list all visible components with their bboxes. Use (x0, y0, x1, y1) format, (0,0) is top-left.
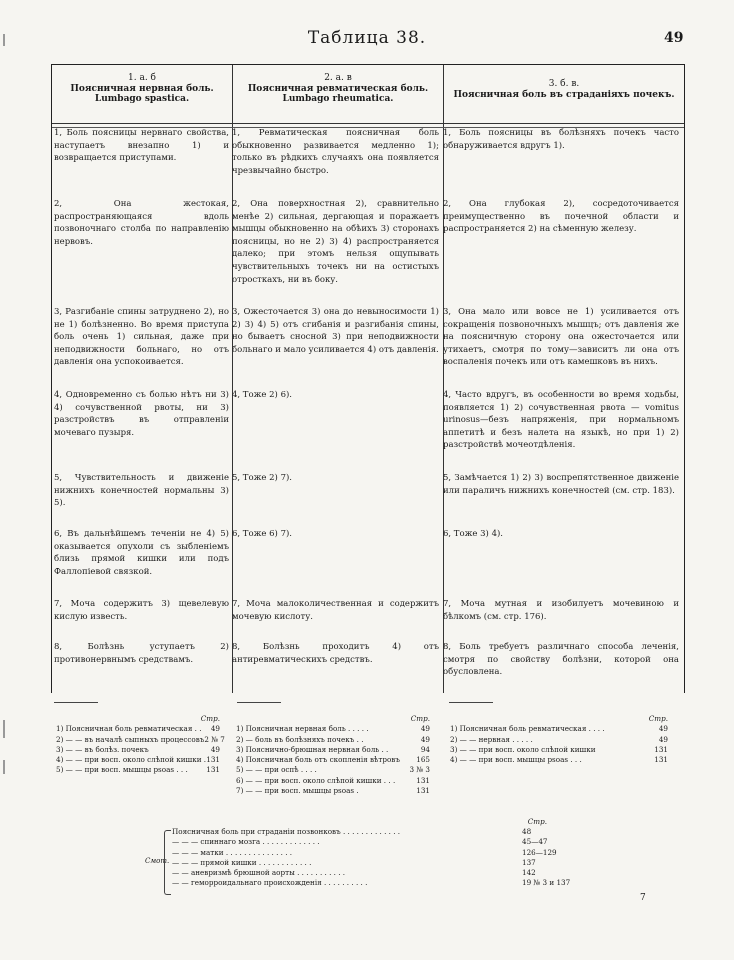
footnotes-col-1: Стр. 1) Поясничная боль ревматическая . . 49 2) — — въ началѣ сыпныхъ процессовъ 2 № 7 3) — — въ болѣз. почекъ 49 4) — — при восп. около слѣпой кишки . 131 5) — — при восп. мышцы psoas . . . 131 (56, 714, 225, 775)
table-cell: 6, Тоже 6) 7). (232, 529, 293, 539)
table-cell: 3, Разгибаніе спины затруднено 2), но не 1) болѣзненно. Во время приступа боль очень 1) сильная, даже при неподвижности больнаго, но отъ давленія она успокоивается. (54, 307, 229, 368)
table-cell: 3, Она мало или вовсе не 1) усиливается отъ сокращенія позвоночныхъ мышцъ; отъ давленія же на поясничную сторону она ожесточается или утихаетъ, смотря по тому—зависитъ ли она отъ воспаленія почекъ или отъ камешковъ въ нихъ. (443, 307, 679, 368)
table-cell: 7, Моча малоколичественная и содержитъ мочевую кислоту. (232, 599, 439, 622)
table-cell: 4, Тоже 2) 6). (232, 390, 293, 400)
column-header-2: 2. а. в Поясничная ревматическая боль. Lumbago rheumatica. (247, 73, 429, 104)
column-header-1: 1. а. б Поясничная нервная боль. Lumbago spastica. (70, 73, 214, 104)
table-cell: 5, Тоже 2) 7). (232, 473, 293, 483)
footnotes-col-2: Стр. 1) Поясничная нервная боль . . . . . 49 2) — боль въ болѣзняхъ почекъ . . 49 3) Пояснично-брюшная нервная боль . . 94 4) Поясничная боль отъ скопленія вѣтровъ 165 5) — — при оспѣ . . . . 3 № 3 6) — — при восп. около слѣпой кишки . . . 131 7) — — при восп. мышцы psoas . 131 (236, 714, 430, 796)
table-cell: 1, Боль поясницы въ болѣзняхъ почекъ часто обнаруживается вдругъ 1). (443, 128, 679, 151)
table-cell: 7, Моча содержитъ 3) щевелевую кислую известь. (54, 599, 229, 622)
table-cell: 8, Болѣзнь уступаетъ 2) противонервнымъ средствамъ. (54, 642, 229, 665)
table-cell: 7, Моча мутная и изобилуетъ мочевиною и бѣлкомъ (см. стр. 176). (443, 599, 679, 622)
column-header-3: 3. б. в. Поясничная боль въ страданіяхъ почекъ. (453, 79, 675, 100)
table-cell: 8, Боль требуетъ различнаго способа леченія, смотря по свойству болѣзни, которой она обусловлена. (443, 642, 679, 678)
brace (164, 830, 171, 895)
page-title: Таблица 38. (307, 28, 427, 48)
signature-mark: 7 (640, 893, 646, 903)
table-cell: 2, Она глубокая 2), сосредоточивается преимущественно въ почечной области и распространяется 2) на сѣменную железу. (443, 199, 679, 235)
footnotes-col-3: Стр. 1) Поясничная боль ревматическая . . . . 49 2) — — нервная . . . . . 49 3) — — при восп. около слѣпой кишки 131 4) — — при восп. мышцы psoas . . . 131 (450, 714, 668, 765)
table-cell: 8, Болѣзнь проходитъ 4) отъ антиревматическихъ средствъ. (232, 642, 439, 665)
table-cell: 6, Тоже 3) 4). (443, 529, 504, 539)
table-cell: 5, Замѣчается 1) 2) 3) воспрепятственное движеніе или параличъ нижнихъ конечностей (см. стр. 183). (443, 473, 679, 496)
table-cell: 5, Чувствительность и движеніе нижнихъ конечностей нормальны 3) 5). (54, 473, 229, 509)
table-cell: 4, Часто вдругъ, въ особенности во время ходьбы, появляется 1) 2) сочувственная рвота — vomitus urinosus—безъ напряженія, при нормальномъ аппетитѣ и безъ налета на языкѣ, но при 1) 2) разстройствѣ мочеотдѣленія. (443, 390, 679, 451)
references-list: Стр. Поясничная боль при страданіи позвонковъ . . . . . . . . . . . . . 48 — — — спиннаго мозга . . . . . . . . . . . . . 45—47 — — — матки . . . . . . . . . . . . . . . 126—129 — — — прямой кишки . . . . . . . . . . . . 137 — — аневризмѣ брюшной аорты . . . . . . . . . . . 142 — — геморроидальнаго происхожденія . . . . . . . . . . 19 № 3 и 137 (172, 817, 571, 888)
table-cell: 4, Одновременно съ болью нѣтъ ни 3) 4) сочувственной рвоты, ни 3) разстройствъ въ отправленіи мочеваго пузыря. (54, 390, 229, 438)
table-cell: 1, Ревматическая поясничная боль обыкновенно развивается медленно 1); только въ рѣдкихъ случаяхъ она появляется чрезвычайно быстро. (232, 128, 439, 176)
page-number: 49 (664, 30, 684, 46)
table-cell: 3, Ожесточается 3) она до невыносимости 1) 2) 3) 4) 5) отъ сгибанія и разгибанія спины, но бываетъ сносной 3) при неподвижности больнаго и мало усиливается 4) отъ давленія. (232, 307, 439, 355)
table-cell: 1, Боль поясницы нервнаго свойства, наступаетъ внезапно 1) и возвращается приступами. (54, 128, 229, 164)
see-label: Смот. (145, 857, 170, 865)
table-cell: 2, Она поверхностная 2), сравнительно менѣе 2) сильная, дергающая и поражаетъ мышцы обыкновенно на обѣихъ 3) сторонахъ поясницы, но не 2) 3) 4) распространяется далеко; при этомъ нельзя ощупывать чувствительныхъ точекъ ни на остистыхъ отросткахъ, ни въ боку. (232, 199, 439, 285)
table-cell: 6, Въ дальнѣйшемъ теченіи не 4) 5) оказывается опухоли съ зыбленіемъ близь прямой кишки или подъ Фаллопіевой связкой. (54, 529, 229, 577)
table-cell: 2, Она жестокая, распространяющаяся вдоль позвоночнаго столба по направленію нервовъ. (54, 199, 229, 247)
